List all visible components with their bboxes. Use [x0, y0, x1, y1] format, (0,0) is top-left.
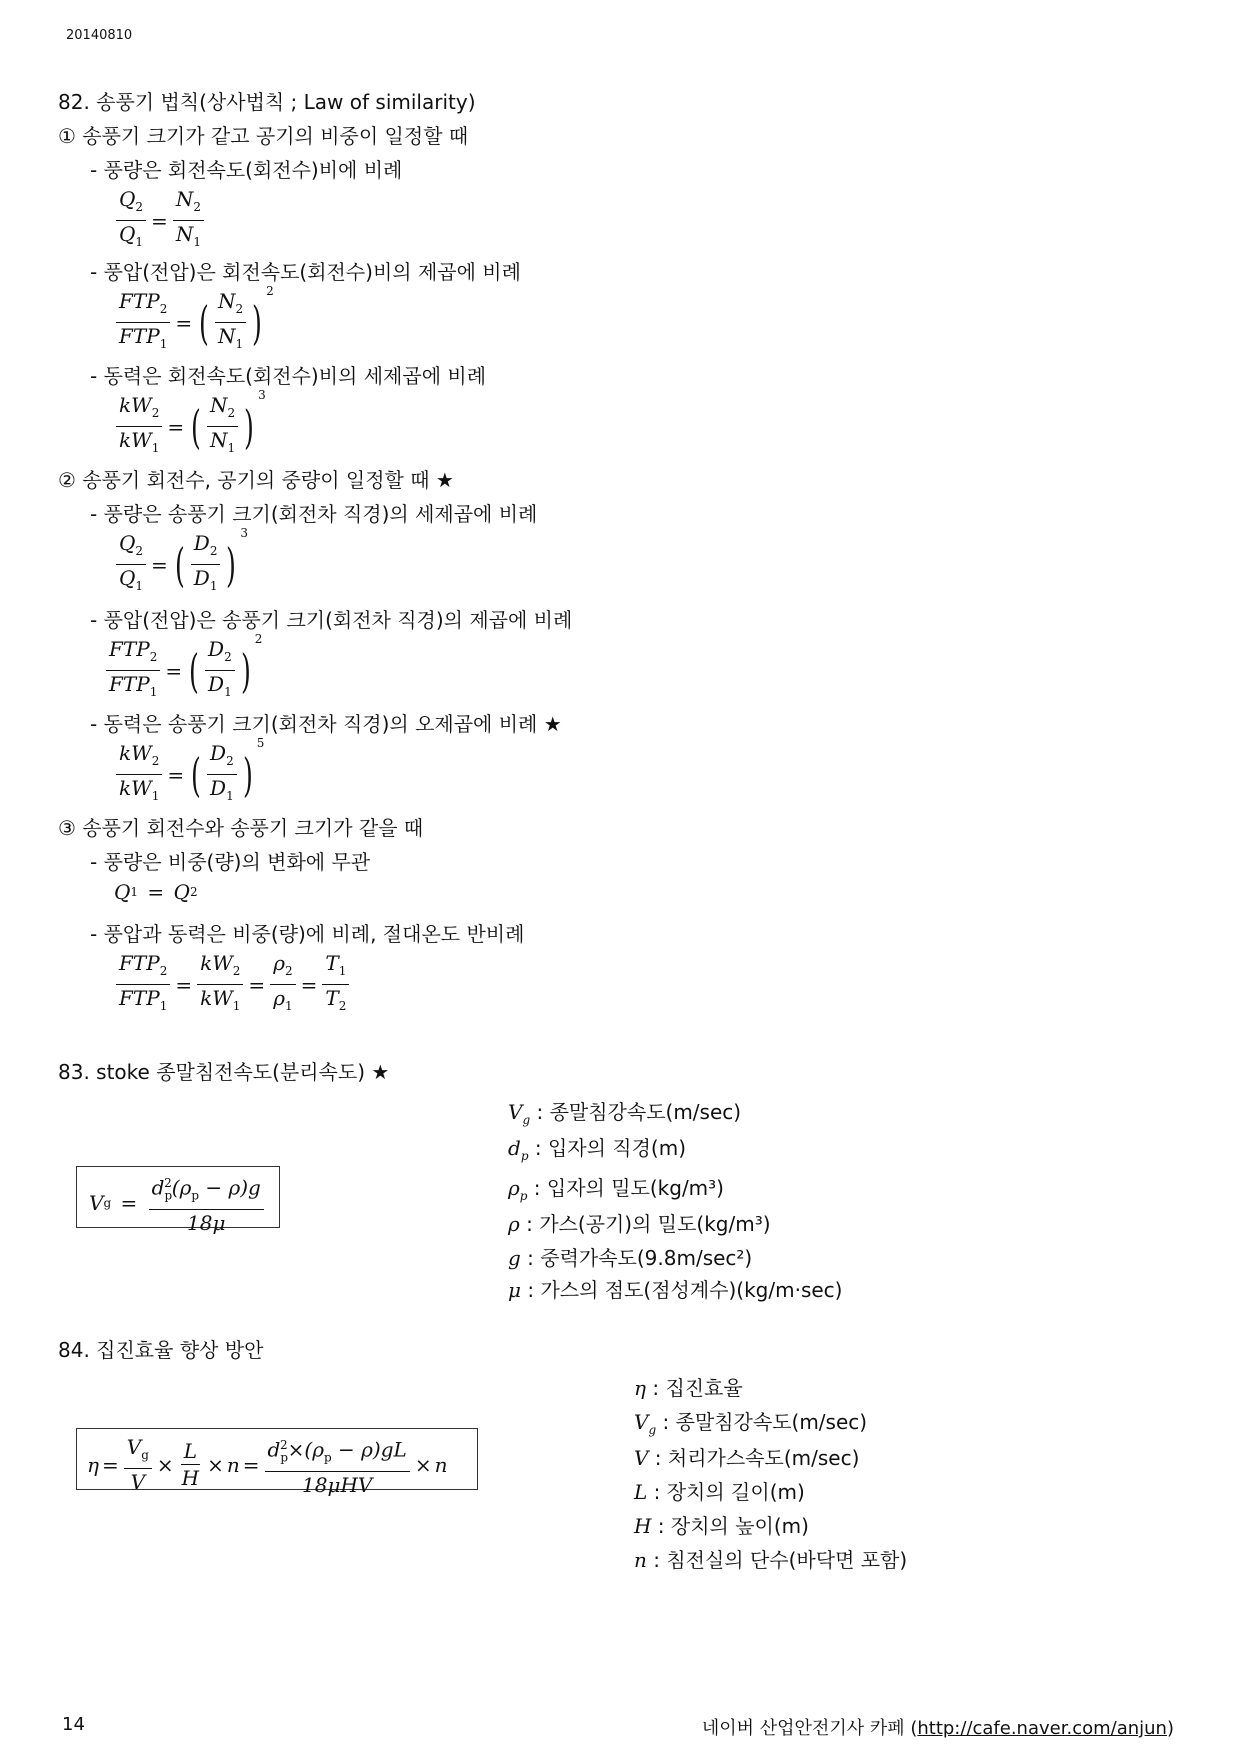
formula-pressure-vs-diameter: $\frac{FTP_2}{FTP_1}$ = ( $\frac{D_2}{D_1}$ ) 2: [104, 638, 262, 703]
case-2-bullet-3: - 동력은 송풍기 크기(회전차 직경)의 오제곱에 비례 ★: [90, 712, 562, 736]
formula-flow-constant: Q 1 = Q 2: [114, 880, 198, 904]
formula-pressure-vs-speed: $\frac{FTP_2}{FTP_1}$ = ( $\frac{N_2}{N_1}$ ) 2: [114, 290, 274, 355]
formula-flow-vs-speed: $\frac{Q_2}{Q_1}$ = $\frac{N_2}{N_1}$: [114, 188, 206, 253]
efficiency-legend-item: $V_g$ : 종말침강속도(m/sec): [634, 1410, 868, 1437]
cafe-link[interactable]: http://cafe.naver.com/anjun: [917, 1718, 1167, 1739]
section-84-title: 84. 집진효율 향상 방안: [58, 1338, 264, 1362]
footer-cafe-label: 네이버 산업안전기사 카페 (: [701, 1718, 918, 1739]
efficiency-legend-item: n : 침전실의 단수(바닥면 포함): [634, 1548, 908, 1572]
efficiency-formula-box: η = $\frac{V_g}{V}$ × $\frac{L}{H}$ × n = $\frac{d_p^2\times(\rho_p - \rho)gL}{\text{18μHV}}$ × n: [76, 1428, 478, 1490]
efficiency-legend-item: η : 집진효율: [634, 1376, 743, 1400]
formula-power-vs-speed: $\frac{kW_2}{kW_1}$ = ( $\frac{N_2}{N_1}$ ) 3: [114, 394, 266, 459]
case-2-heading: ② 송풍기 회전수, 공기의 중량이 일정할 때 ★: [58, 468, 454, 492]
stokes-legend-item: ρ : 가스(공기)의 밀도(kg/m³): [508, 1212, 771, 1236]
document-date: 20140810: [66, 28, 133, 43]
case-1-bullet-3: - 동력은 회전속도(회전수)비의 세제곱에 비례: [90, 364, 487, 388]
formula-flow-vs-diameter: $\frac{Q_2}{Q_1}$ = ( $\frac{D_2}{D_1}$ ) 3: [114, 532, 248, 597]
stokes-formula-box: V g = $\frac{d_p^2(\rho_p - \rho)g}{18\mu}$: [76, 1166, 280, 1228]
page-number: 14: [62, 1714, 85, 1735]
stokes-legend-item: $d_p$ : 입자의 직경(m): [508, 1136, 686, 1163]
stokes-legend-item: $\rho_p$ : 입자의 밀도(kg/m³): [508, 1176, 724, 1203]
stokes-legend-item: μ : 가스의 점도(점성계수)(kg/m·sec): [508, 1278, 843, 1302]
case-3-heading: ③ 송풍기 회전수와 송풍기 크기가 같을 때: [58, 816, 424, 840]
case-2-bullet-2: - 풍압(전압)은 송풍기 크기(회전차 직경)의 제곱에 비례: [90, 608, 573, 632]
case-3-bullet-2: - 풍압과 동력은 비중(량)에 비례, 절대온도 반비례: [90, 922, 525, 946]
efficiency-legend-item: V : 처리가스속도(m/sec): [634, 1446, 860, 1470]
case-3-bullet-1: - 풍량은 비중(량)의 변화에 무관: [90, 850, 371, 874]
case-1-heading: ① 송풍기 크기가 같고 공기의 비중이 일정할 때: [58, 124, 469, 148]
footer-close-paren: ): [1166, 1718, 1174, 1739]
stokes-legend-item: g : 중력가속도(9.8m/sec²): [508, 1246, 753, 1270]
formula-power-vs-diameter: $\frac{kW_2}{kW_1}$ = ( $\frac{D_2}{D_1}$ ) 5: [114, 742, 264, 807]
case-1-bullet-1: - 풍량은 회전속도(회전수)비에 비례: [90, 158, 403, 182]
efficiency-legend-item: H : 장치의 높이(m): [634, 1514, 809, 1538]
formula-density-temperature: $\frac{FTP_2}{FTP_1}$ = $\frac{kW_2}{kW_1}$ = $\frac{\rho_2}{\rho_1}$ = $\frac{T_1}{T_2}$: [114, 952, 351, 1017]
stokes-legend-item: $V_g$ : 종말침강속도(m/sec): [508, 1100, 742, 1127]
efficiency-legend-item: L : 장치의 길이(m): [634, 1480, 805, 1504]
footer-cafe: [702, 1714, 1174, 1740]
section-83-title: 83. stoke 종말침전속도(분리속도) ★: [58, 1060, 390, 1084]
section-82-title: 82. 송풍기 법칙(상사법칙 ; Law of similarity): [58, 90, 476, 114]
case-1-bullet-2: - 풍압(전압)은 회전속도(회전수)비의 제곱에 비례: [90, 260, 521, 284]
case-2-bullet-1: - 풍량은 송풍기 크기(회전차 직경)의 세제곱에 비례: [90, 502, 538, 526]
